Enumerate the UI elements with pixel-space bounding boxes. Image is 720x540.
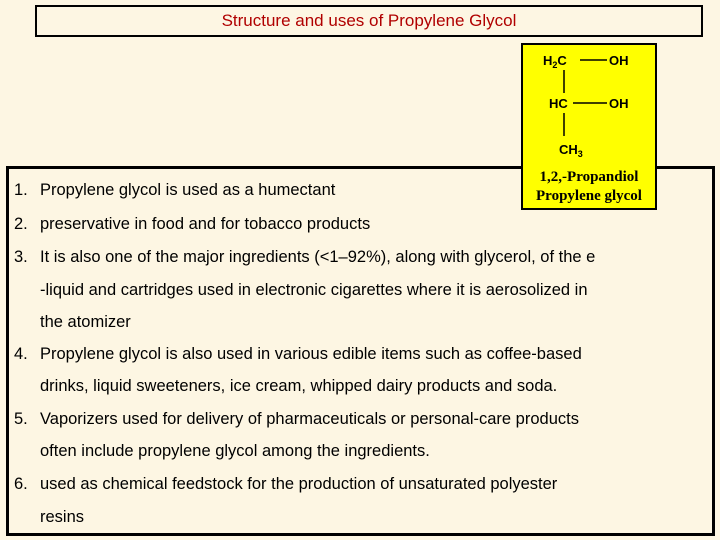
title-box xyxy=(35,5,703,37)
list-text-continued: often include propylene glycol among the ingredients. xyxy=(40,442,430,460)
formula-oh-2: OH xyxy=(609,96,629,111)
compound-name-iupac: 1,2,-Propandiol xyxy=(539,169,639,185)
formula-hc: HC xyxy=(549,96,568,111)
list-text-continued: resins xyxy=(40,508,85,526)
list-text: Propylene glycol is used as a humectant xyxy=(40,181,336,199)
list-text: used as chemical feedstock for the production of unsaturated polyester xyxy=(40,475,558,493)
list-text: Propylene glycol is also used in various edible items such as coffee-based xyxy=(40,345,582,363)
list-number: 5. xyxy=(14,410,28,428)
list-text: Vaporizers used for delivery of pharmaceuticals or personal-care products xyxy=(40,410,579,428)
formula-ch3: $CH_3$ xyxy=(559,142,583,159)
list-number: 4. xyxy=(14,345,28,363)
compound-name-common: Propylene glycol xyxy=(536,188,642,204)
formula-oh-1: OH xyxy=(609,53,629,68)
list-text-continued: the atomizer xyxy=(40,313,131,331)
formula-h2c: $H_2C$ xyxy=(543,53,567,70)
list-text: preservative in food and for tobacco products xyxy=(40,215,371,233)
list-number: 3. xyxy=(14,248,28,266)
list-number: 2. xyxy=(14,215,28,233)
list-text-continued: drinks, liquid sweeteners, ice cream, whipped dairy products and soda. xyxy=(40,377,558,395)
list-text: It is also one of the major ingredients (<1–92%), along with glycerol, of the e xyxy=(40,248,596,266)
list-text-continued: -liquid and cartridges used in electronic cigarettes where it is aerosolized in xyxy=(40,281,588,299)
page-title: Structure and uses of Propylene Glycol xyxy=(221,11,517,30)
list-number: 1. xyxy=(14,181,28,199)
list-number: 6. xyxy=(14,475,28,493)
structure-figure xyxy=(521,43,657,210)
